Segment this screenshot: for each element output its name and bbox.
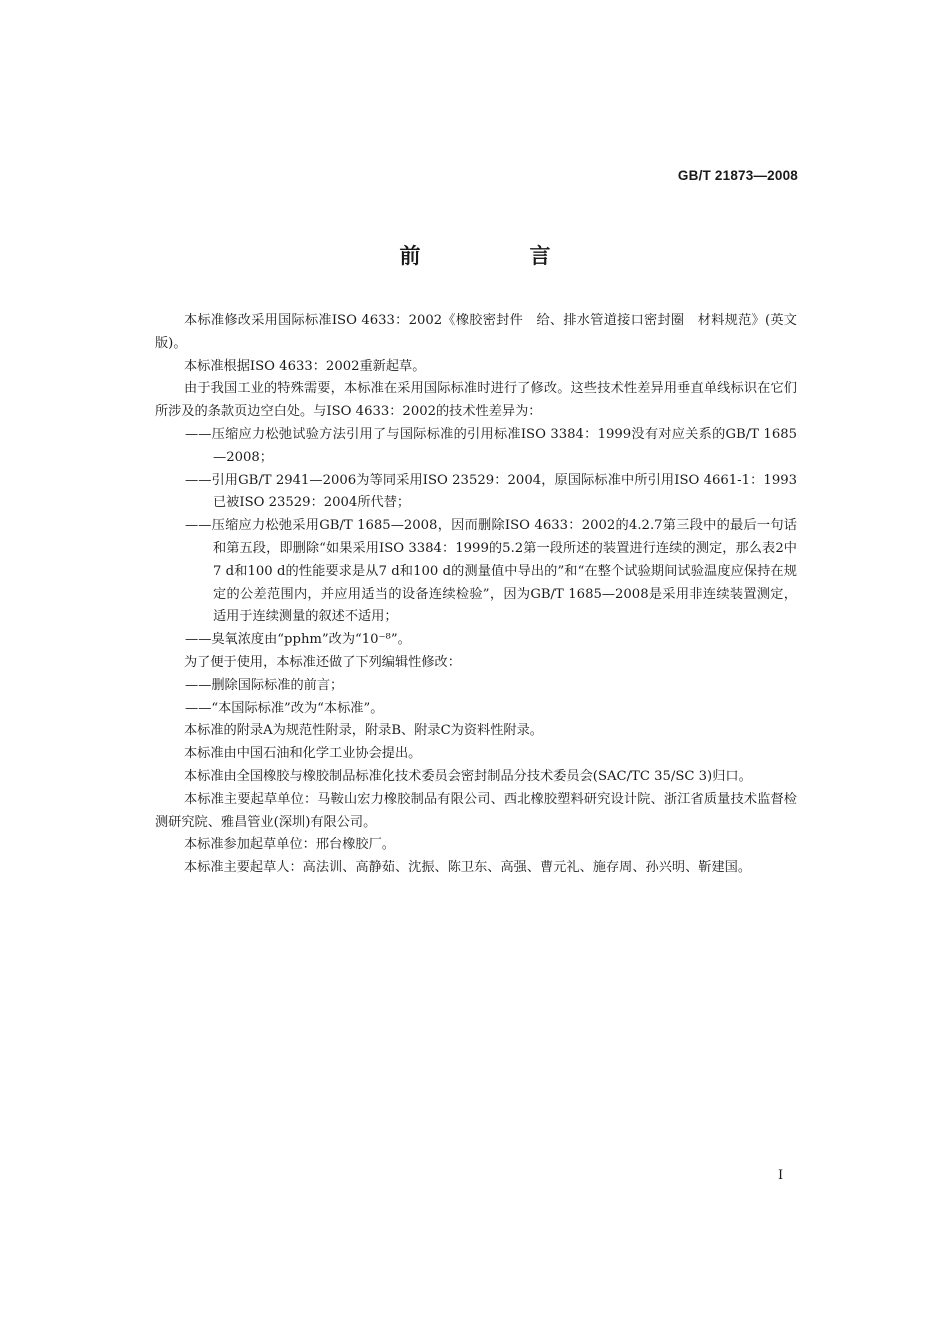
page-number: I <box>778 1168 784 1183</box>
paragraph-main-drafters: 本标准主要起草人：高法训、高静茹、沈振、陈卫东、高强、曹元礼、施存周、孙兴明、靳建国。 <box>184 860 752 876</box>
list-item-editorial-1: ——删除国际标准的前言； <box>185 677 344 693</box>
paragraph-adoption: 本标准修改采用国际标准ISO 4633：2002《橡胶密封件 给、排水管道接口密封圈 材料规范》(英文版)。 <box>155 313 797 351</box>
paragraph-proposed-by: 本标准由中国石油和化学工业协会提出。 <box>184 746 422 762</box>
paragraph-annexes: 本标准的附录A为规范性附录，附录B、附录C为资料性附录。 <box>184 723 543 739</box>
foreword-body <box>155 310 797 880</box>
paragraph-main-drafting-units: 本标准主要起草单位：马鞍山宏力橡胶制品有限公司、西北橡胶塑料研究设计院、浙江省质量技术监督检测研究院、雅昌管业(深圳)有限公司。 <box>155 791 797 830</box>
page-title: 前 言 <box>399 244 595 268</box>
list-item-editorial-2: ——“本国际标准”改为“本标准”。 <box>185 700 384 716</box>
standard-code: GB/T 21873—2008 <box>677 168 798 183</box>
paragraph-technical-differences: 由于我国工业的特殊需要，本标准在采用国际标准时进行了修改。这些技术性差异用垂直单线标识在它们所涉及的条款页边空白处。与ISO 4633：2002的技术性差异为： <box>155 381 797 420</box>
list-item-difference-4: ——臭氧浓度由“pphm”改为“10⁻⁸”。 <box>185 632 411 648</box>
paragraph-editorial-changes: 为了便于使用，本标准还做了下列编辑性修改： <box>184 654 461 670</box>
paragraph-participating-units: 本标准参加起草单位：邢台橡胶厂。 <box>184 837 395 853</box>
list-item-difference-3: ——压缩应力松弛采用GB/T 1685—2008，因而删除ISO 4633：2002的4.2.7第三段中的最后一句话和第五段，即删除“如果采用ISO 3384：1999的5.2第一段所述的装置进行连续的测定，那么表2中7 d和100 d的性能要求是从7 d和100 d的测量值中导出的”和“在整个试验期间试验温度应保持在规定的公差范围内，并应用适当的设备连续检验”，因为GB/T 1685—2008是采用非连续装置测定，适用于连续测量的叙述不适用； <box>185 518 797 625</box>
list-item-difference-1: ——压缩应力松弛试验方法引用了与国际标准的引用标准ISO 3384：1999没有对应关系的GB/T 1685—2008； <box>185 426 797 465</box>
paragraph-administered-by: 本标准由全国橡胶与橡胶制品标准化技术委员会密封制品分技术委员会(SAC/TC 35/SC 3)归口。 <box>184 768 752 784</box>
paragraph-redrafted: 本标准根据ISO 4633：2002重新起草。 <box>184 358 426 374</box>
list-item-difference-2: ——引用GB/T 2941—2006为等同采用ISO 23529：2004，原国际标准中所引用ISO 4661-1：1993已被ISO 23529：2004所代替； <box>185 472 797 511</box>
